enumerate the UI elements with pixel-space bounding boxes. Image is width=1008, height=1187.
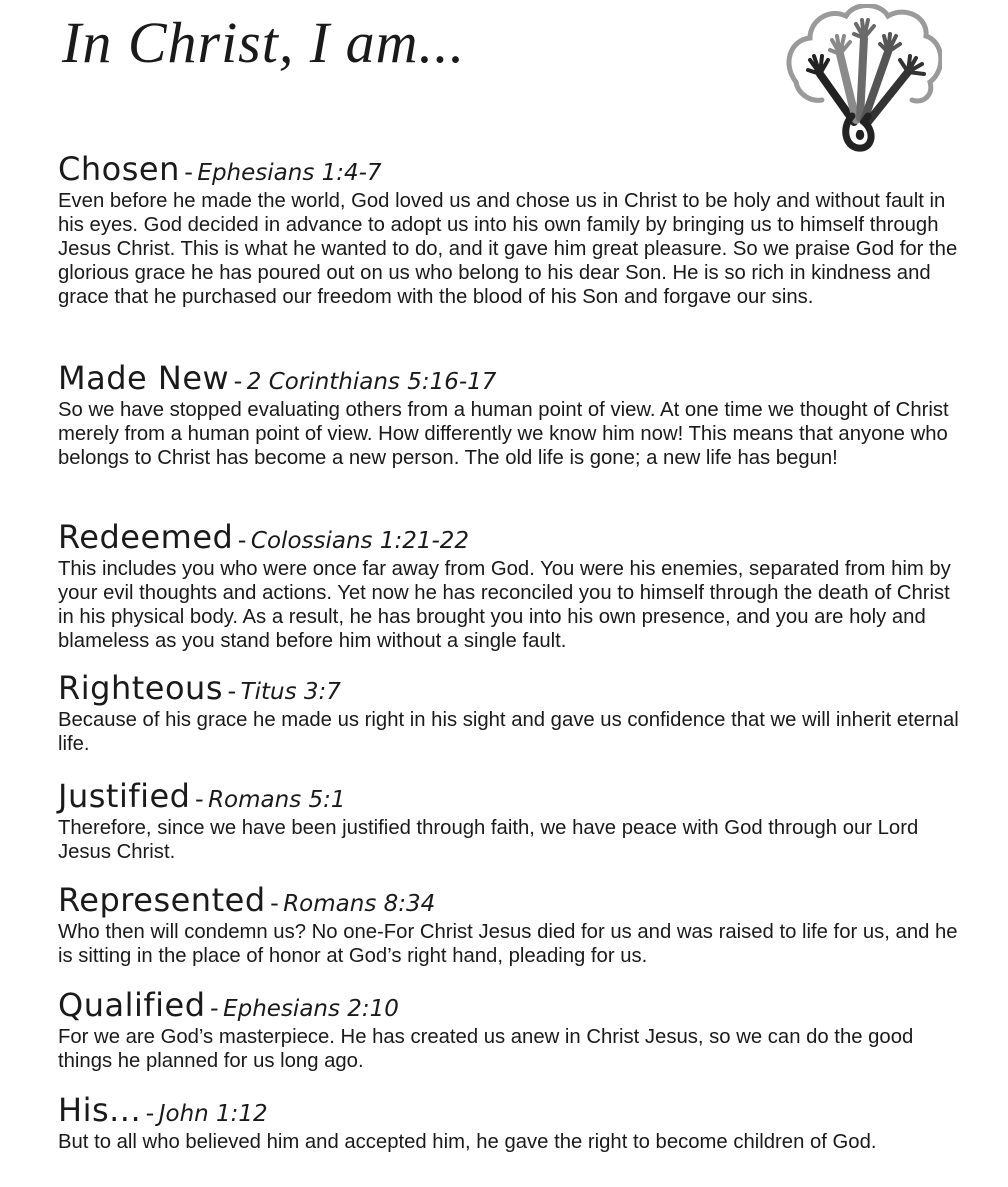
scripture-text: But to all who believed him and accepted him, he gave the right to become children of God.: [58, 1131, 877, 1154]
section-title: Represented: [58, 881, 266, 919]
scripture-reference: Ephesians 2:10: [223, 996, 399, 1022]
scripture-reference: Colossians 1:21-22: [250, 528, 470, 554]
scripture-text: Even before he made the world, God loved us and chose us in Christ to be holy and without fault in his eyes. God decided in advance to adopt us into his own family by bringing us to himself through Jesus Christ. This is what he wanted to do, and it gave him great pleasure. So we praise God for the glorious grace he has poured out on us who belong to his dear Son. He is so rich in kindness and grace that he purchased our freedom with the blood of his Son and forgave our sins.: [58, 190, 958, 309]
section-heading: [58, 779, 968, 814]
section-represented: [58, 883, 968, 968]
heading-separator: -: [227, 677, 237, 705]
section-title: His...: [58, 1091, 142, 1129]
section-title: Chosen: [58, 150, 180, 188]
tree-of-hands-logo-icon: [784, 4, 942, 154]
scripture-text: So we have stopped evaluating others from a human point of view. At one time we thought of Christ merely from a human point of view. How differently we know him now! This means that anyone who belongs to Christ has become a new person. The old life is gone; a new life has begun!: [58, 399, 949, 470]
scripture-text: Therefore, since we have been justified through faith, we have peace with God through our Lord Jesus Christ.: [58, 817, 919, 864]
section-heading: [58, 152, 968, 187]
heading-separator: -: [270, 889, 279, 917]
section-heading: [58, 671, 968, 706]
scripture-reference: Romans 8:34: [283, 891, 436, 917]
scripture-reference: 2 Corinthians 5:16-17: [246, 369, 497, 395]
scripture-reference: Romans 5:1: [208, 787, 346, 813]
section-heading: [58, 883, 968, 918]
section-title: Justified: [58, 777, 191, 815]
section-justified: [58, 779, 968, 864]
heading-separator: -: [184, 158, 193, 186]
section-righteous: [58, 671, 968, 756]
section-redeemed: [58, 520, 968, 653]
scripture-reference: John 1:12: [158, 1101, 268, 1127]
scripture-text: For we are God’s masterpiece. He has created us anew in Christ Jesus, so we can do the good things he planned for us long ago.: [58, 1026, 914, 1073]
heading-separator: -: [145, 1099, 155, 1127]
scripture-reference: Ephesians 1:4-7: [197, 160, 382, 186]
section-his: [58, 1093, 968, 1154]
section-title: Qualified: [58, 986, 206, 1024]
section-chosen: [58, 152, 968, 309]
scripture-text: Because of his grace he made us right in his sight and gave us confidence that we will inherit eternal life.: [58, 709, 959, 756]
scripture-text: This includes you who were once far away from God. You were his enemies, separated from him by your evil thoughts and actions. Yet now he has reconciled you to himself through the death of Christ in his physical body. As a result, he has brought you into his own presence, and you are holy and blameless as you stand before him without a single fault.: [58, 558, 951, 653]
section-title: Made New: [58, 359, 230, 397]
scripture-reference: Titus 3:7: [240, 679, 341, 705]
heading-separator: -: [237, 526, 247, 554]
section-heading: [58, 361, 968, 396]
section-heading: [58, 988, 968, 1023]
section-made-new: [58, 361, 968, 470]
section-heading: [58, 520, 968, 555]
section-title: Redeemed: [58, 518, 234, 556]
section-title: Righteous: [58, 669, 223, 707]
section-qualified: [58, 988, 968, 1073]
section-heading: [58, 1093, 968, 1128]
heading-separator: -: [233, 367, 243, 395]
scripture-text: Who then will condemn us? No one-For Christ Jesus died for us and was raised to life for us, and he is sitting in the place of honor at God’s right hand, pleading for us.: [58, 921, 958, 968]
heading-separator: -: [194, 785, 204, 813]
heading-separator: -: [209, 994, 219, 1022]
page-title: In Christ, I am...: [62, 10, 466, 75]
